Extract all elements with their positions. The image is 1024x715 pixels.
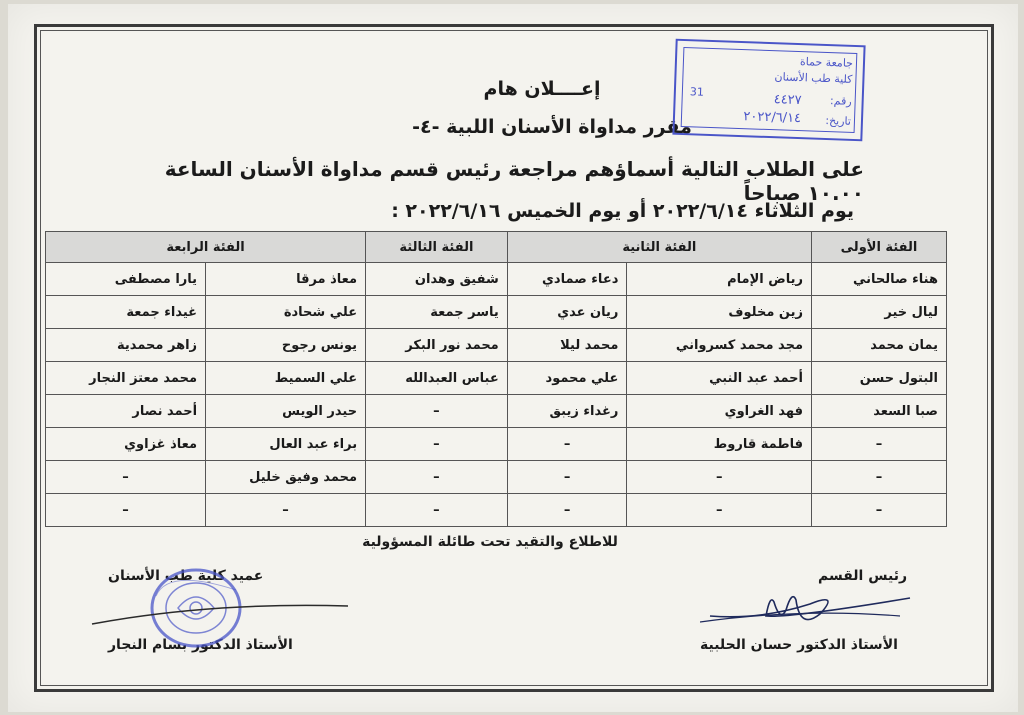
- dean-name: الأستاذ الدكتور بسام النجار: [108, 637, 293, 653]
- table-row: [46, 362, 947, 395]
- table-header-row: [46, 232, 947, 263]
- student-cell: ليال خير: [812, 296, 947, 329]
- student-cell: هناء صالحاني: [812, 263, 947, 296]
- student-cell: مجد محمد كسرواني: [627, 329, 812, 362]
- table-row: [46, 395, 947, 428]
- student-cell: محمد ليلا: [507, 329, 627, 362]
- student-cell: صبا السعد: [812, 395, 947, 428]
- student-cell: رغداء زيبق: [507, 395, 627, 428]
- student-cell: شفيق وهدان: [366, 263, 508, 296]
- student-cell: فاطمة قاروط: [627, 428, 812, 461]
- department-head-signature: [700, 582, 920, 632]
- student-cell: –: [627, 494, 812, 527]
- student-cell: معاذ غزاوي: [46, 428, 206, 461]
- student-cell: براء عبد العال: [206, 428, 366, 461]
- student-cell: ياسر جمعة: [366, 296, 508, 329]
- header-group-2: الفئة الثانية: [507, 232, 811, 263]
- student-cell: –: [46, 494, 206, 527]
- student-cell: –: [366, 461, 508, 494]
- student-cell: ريان عدي: [507, 296, 627, 329]
- stamp-university: جامعة حماة: [799, 55, 854, 70]
- student-cell: –: [507, 494, 627, 527]
- dean-title: عميد كلية طب الأسنان: [108, 568, 264, 584]
- student-cell: –: [812, 494, 947, 527]
- student-cell: معاذ مرقا: [206, 263, 366, 296]
- student-cell: علي محمود: [507, 362, 627, 395]
- table-row: [46, 494, 947, 527]
- student-cell: زاهر محمدية: [46, 329, 206, 362]
- table-row: [46, 263, 947, 296]
- student-cell: فهد الغراوي: [627, 395, 812, 428]
- department-head-name: الأستاذ الدكتور حسان الحلبية: [700, 637, 898, 653]
- student-cell: –: [366, 428, 508, 461]
- student-cell: –: [627, 461, 812, 494]
- department-head-title: رئيس القسم: [818, 568, 908, 584]
- student-cell: يمان محمد: [812, 329, 947, 362]
- course-title: مقرر مداواة الأسنان اللبية -٤-: [412, 116, 692, 138]
- student-cell: –: [46, 461, 206, 494]
- header-group-1: الفئة الأولى: [812, 232, 947, 263]
- students-table: [45, 231, 947, 527]
- header-group-3: الفئة الثالثة: [366, 232, 508, 263]
- student-cell: غيداء جمعة: [46, 296, 206, 329]
- announcement-title: إعــــلان هام: [483, 78, 601, 100]
- student-cell: –: [507, 461, 627, 494]
- table-row: [46, 428, 947, 461]
- table-row: [46, 296, 947, 329]
- stamp-date-label: تاريخ:: [825, 113, 852, 128]
- student-cell: علي شحادة: [206, 296, 366, 329]
- stamp-date: ٢٠٢٢/٦/١٤: [743, 109, 802, 127]
- student-cell: أحمد نصار: [46, 395, 206, 428]
- stamp-number-label: رقم:: [829, 94, 852, 108]
- student-cell: رياض الإمام: [627, 263, 812, 296]
- stamp-number: ٤٤٢٧: [773, 92, 802, 109]
- student-cell: البتول حسن: [812, 362, 947, 395]
- stamp-faculty: كلية طب الأسنان: [774, 70, 853, 86]
- student-cell: –: [366, 395, 508, 428]
- student-cell: عباس العبدالله: [366, 362, 508, 395]
- student-cell: دعاء صمادي: [507, 263, 627, 296]
- instruction-line: على الطلاب التالية أسماؤهم مراجعة رئيس قسم مداواة الأسنان الساعة ١٠.٠٠ صباحاً: [164, 157, 864, 205]
- responsibility-note: للاطلاع والتقيد تحت طائلة المسؤولية: [362, 534, 618, 550]
- incoming-stamp: [672, 39, 865, 142]
- table-row: [46, 461, 947, 494]
- student-cell: يونس رجوح: [206, 329, 366, 362]
- student-cell: محمد وفيق خليل: [206, 461, 366, 494]
- student-cell: –: [366, 494, 508, 527]
- student-cell: محمد نور البكر: [366, 329, 508, 362]
- student-cell: –: [812, 428, 947, 461]
- student-cell: –: [812, 461, 947, 494]
- student-cell: –: [206, 494, 366, 527]
- dean-signature-line: [90, 594, 350, 634]
- student-cell: زين مخلوف: [627, 296, 812, 329]
- header-group-4: الفئة الرابعة: [46, 232, 366, 263]
- table-row: [46, 329, 947, 362]
- dates-line: يوم الثلاثاء ٢٠٢٢/٦/١٤ أو يوم الخميس ٢٠٢٢/٦/١٦ :: [391, 200, 854, 222]
- student-cell: حيدر الويس: [206, 395, 366, 428]
- student-cell: –: [507, 428, 627, 461]
- student-cell: يارا مصطفى: [46, 263, 206, 296]
- student-cell: علي السميط: [206, 362, 366, 395]
- student-cell: أحمد عبد النبي: [627, 362, 812, 395]
- student-cell: محمد معتز النجار: [46, 362, 206, 395]
- stamp-code: 31: [689, 85, 705, 99]
